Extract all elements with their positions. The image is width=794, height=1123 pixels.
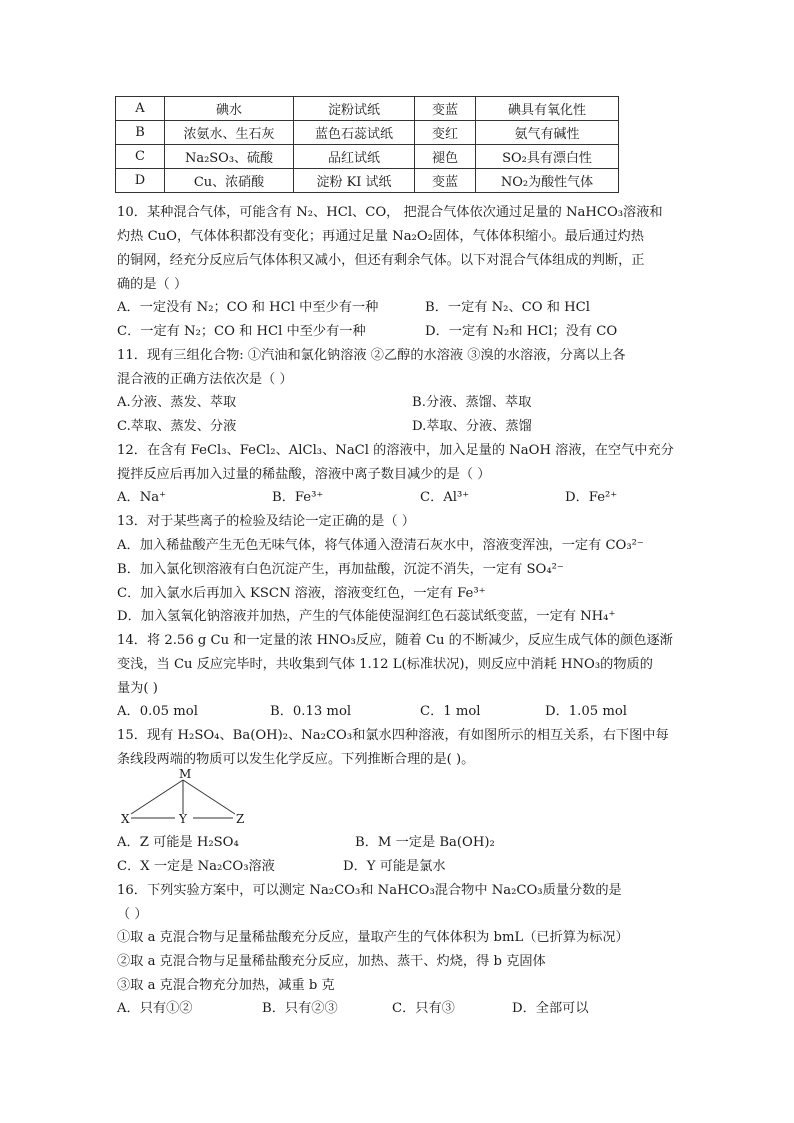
- q15-option-c: C．X 一定是 Na₂CO₃溶液: [117, 859, 275, 874]
- q11-stem-line2: 混合液的正确方法依次是（ ）: [117, 372, 293, 387]
- q11-option-a: A.分液、蒸发、萃取: [117, 395, 237, 410]
- q14-option-d: D．1.05 mol: [545, 704, 627, 719]
- table-cell: 变红: [415, 121, 476, 145]
- q12-stem-line1: 12．在含有 FeCl₃、FeCl₂、AlCl₃、NaCl 的溶液中，加入足量的 NaOH 溶液，在空气中充分: [117, 443, 674, 458]
- q12-option-b: B．Fe³⁺: [272, 490, 324, 505]
- q12-stem-line2: 搅拌反应后再加入过量的稀盐酸，溶液中离子数目减少的是（ ）: [117, 467, 491, 482]
- reaction-diagram: [117, 768, 257, 828]
- q12-option-a: A．Na⁺: [117, 490, 167, 505]
- node-x: X: [121, 812, 130, 826]
- q14-stem-line3: 量为( ): [117, 681, 158, 696]
- q10-stem-line2: 灼热 CuO，气体体积都没有变化；再通过足量 Na₂O₂固体，气体体积缩小。最后通过灼热: [117, 229, 644, 244]
- q11-stem-line1: 11．现有三组化合物: ①汽油和氯化钠溶液 ②乙醇的水溶液 ③溴的水溶液，分离以上各: [117, 348, 626, 363]
- table-cell: Na₂SO₃、硫酸: [165, 145, 294, 169]
- q14-option-b: B．0.13 mol: [270, 704, 352, 719]
- table-cell: 氨气有碱性: [476, 121, 619, 145]
- table-row: [116, 169, 619, 193]
- table-cell: 浓氨水、生石灰: [165, 121, 294, 145]
- q13-option-b: B．加入氯化钡溶液有白色沉淀产生，再加盐酸，沉淀不消失，一定有 SO₄²⁻: [117, 562, 564, 577]
- q11-option-d: D.萃取、分液、蒸馏: [412, 419, 532, 434]
- table-cell: 碘具有氧化性: [476, 97, 619, 121]
- table-cell: A: [116, 97, 165, 121]
- table-cell: 碘水: [165, 97, 294, 121]
- line-m-z: [183, 780, 235, 814]
- table-cell: 品红试纸: [294, 145, 415, 169]
- q12-option-c: C．Al³⁺: [420, 490, 470, 505]
- q14-option-a: A．0.05 mol: [117, 704, 198, 719]
- q16-option-d: D．全部可以: [512, 1001, 589, 1016]
- q15-stem-line2: 条线段两端的物质可以发生化学反应。下列推断合理的是( )。: [117, 752, 475, 767]
- table-cell: Cu、浓硝酸: [165, 169, 294, 193]
- q12-option-d: D．Fe²⁺: [565, 490, 618, 505]
- table-cell: B: [116, 121, 165, 145]
- q15-stem-line1: 15．现有 H₂SO₄、Ba(OH)₂、Na₂CO₃和氯水四种溶液，有如图所示的相互关系，右下图中每: [117, 728, 669, 743]
- q14-stem-line1: 14．将 2.56 g Cu 和一定量的浓 HNO₃反应，随着 Cu 的不断减少，反应生成气体的颜色逐渐: [117, 633, 673, 648]
- q10-stem-line1: 10．某种混合气体，可能含有 N₂、HCl、CO， 把混合气体依次通过足量的 NaHCO₃溶液和: [117, 205, 663, 220]
- q14-stem-line2: 变浅，当 Cu 反应完毕时，共收集到气体 1.12 L(标准状况)，则反应中消耗 HNO₃的物质的: [117, 657, 653, 672]
- table-cell: 褪色: [415, 145, 476, 169]
- q11-option-b: B.分液、蒸馏、萃取: [412, 395, 532, 410]
- line-m-x: [131, 780, 183, 814]
- q16-statement-1: ①取 a 克混合物与足量稀盐酸充分反应，量取产生的气体体积为 bmL（已折算为标况）: [117, 930, 629, 945]
- table-cell: NO₂为酸性气体: [476, 169, 619, 193]
- q10-option-c: C．一定有 N₂；CO 和 HCl 中至少有一种: [117, 324, 366, 339]
- q16-stem-line1: 16．下列实验方案中，可以测定 Na₂CO₃和 NaHCO₃混合物中 Na₂CO₃质量分数的是: [117, 883, 622, 898]
- q10-stem-line4: 确的是（ ）: [117, 277, 188, 292]
- q10-stem-line3: 的铜网，经充分反应后气体体积又减小，但还有剩余气体。以下对混合气体组成的判断，正: [117, 253, 645, 268]
- q13-stem-line1: 13．对于某些离子的检验及结论一定正确的是（ ）: [117, 514, 415, 529]
- q16-statement-2: ②取 a 克混合物与足量稀盐酸充分反应，加热、蒸干、灼烧，得 b 克固体: [117, 954, 546, 969]
- q11-option-c: C.萃取、蒸发、分液: [117, 419, 237, 434]
- node-m: M: [179, 767, 192, 781]
- q15-option-a: A．Z 可能是 H₂SO₄: [117, 835, 239, 850]
- table-row: [116, 97, 619, 121]
- q15-option-b: B．M 一定是 Ba(OH)₂: [355, 835, 495, 850]
- q16-option-a: A．只有①②: [117, 1001, 193, 1016]
- q16-statement-3: ③取 a 克混合物充分加热，减重 b 克: [117, 978, 335, 993]
- table-cell: C: [116, 145, 165, 169]
- table-cell: 淀粉 KI 试纸: [294, 169, 415, 193]
- table-cell: 淀粉试纸: [294, 97, 415, 121]
- table-cell: 蓝色石蕊试纸: [294, 121, 415, 145]
- q16-stem-line2: （ ）: [117, 907, 148, 922]
- q10-option-b: B．一定有 N₂、CO 和 HCl: [425, 300, 590, 315]
- table-row: [116, 145, 619, 169]
- q10-option-a: A．一定没有 N₂；CO 和 HCl 中至少有一种: [117, 300, 379, 315]
- q14-option-c: C．1 mol: [420, 704, 481, 719]
- table-cell: D: [116, 169, 165, 193]
- node-y: Y: [179, 812, 187, 826]
- q16-option-c: C．只有③: [392, 1001, 455, 1016]
- table-row: [116, 121, 619, 145]
- q16-option-b: B．只有②③: [262, 1001, 338, 1016]
- q10-option-d: D．一定有 N₂和 HCl；没有 CO: [425, 324, 618, 339]
- table-cell: SO₂具有漂白性: [476, 145, 619, 169]
- q13-option-c: C．加入氯水后再加入 KSCN 溶液，溶液变红色，一定有 Fe³⁺: [117, 586, 486, 601]
- table-cell: 变蓝: [415, 97, 476, 121]
- experiment-table: [115, 96, 619, 193]
- q15-option-d: D．Y 可能是氯水: [343, 859, 446, 874]
- q13-option-d: D．加入氢氧化钠溶液并加热，产生的气体能使湿润红色石蕊试纸变蓝，一定有 NH₄⁺: [117, 609, 616, 624]
- table-cell: 变蓝: [415, 169, 476, 193]
- node-z: Z: [236, 812, 245, 826]
- q13-option-a: A．加入稀盐酸产生无色无味气体，将气体通入澄清石灰水中，溶液变浑浊，一定有 CO₃²⁻: [117, 538, 644, 553]
